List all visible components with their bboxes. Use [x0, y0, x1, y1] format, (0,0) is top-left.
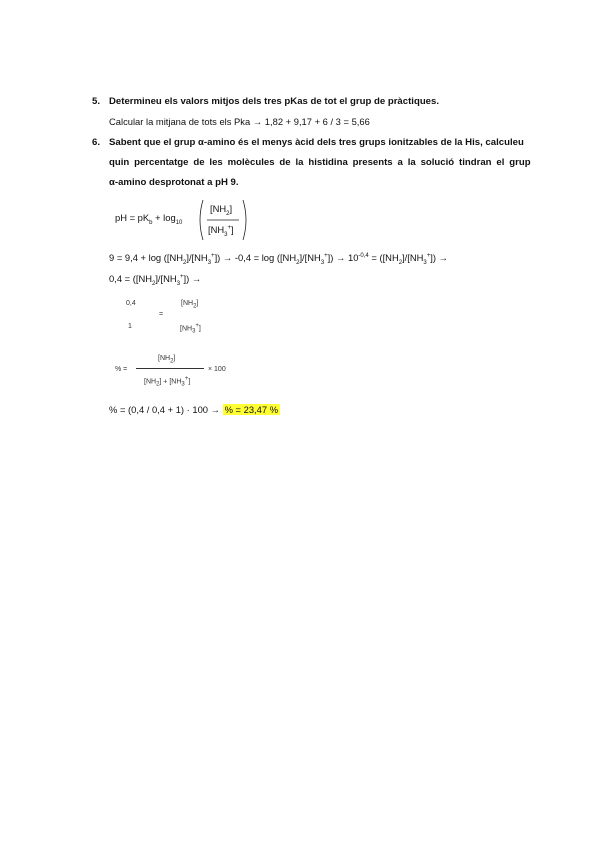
formula-denominator: $[NH_3^+]$ [208, 224, 234, 238]
formula-numerator: $[NH_2]$ [210, 203, 233, 217]
result-text: % = (0,4 / 0,4 + 1) · 100 → [109, 404, 220, 415]
formula-lhs: pH = $pK_b + \log_{10}$ [115, 212, 183, 226]
question-6-line-1: Sabent que el grup α-amino és el menys àcid dels tres grups ionitzables de la His, calculeu [109, 137, 524, 148]
question-5-answer: Calcular la mitjana de tots els Pka → 1,82 + 9,17 + 6 / 3 = 5,66 [109, 116, 370, 127]
ratio-left-bottom: 1 [128, 323, 132, 330]
ratio-right-top: $[NH_2]$ [181, 300, 199, 310]
ratio-equals: = [159, 311, 164, 318]
percent-formula-fraction-bar [136, 368, 204, 369]
question-5-number: 5. [92, 96, 101, 107]
ratio-left-top: 0,4 [126, 300, 136, 307]
calculation-line-2: $0,4 = ([NH_2]/[NH_3^+])$ → [109, 273, 202, 287]
percent-formula-denominator: $[NH_2] + [NH_3^+]$ [144, 376, 191, 388]
calculation-line-1: $9 = 9,4 + \log ([NH_2]/[NH_3^+]) \to -0,4 = \log ([NH_2]/[NH_3^+]) \to 10^{-0,4} = ([NH_2]/[NH_3^+])$ → [109, 252, 448, 266]
result-highlight: % = 23,47 % [224, 404, 279, 415]
ratio-right-bottom: $[NH_3^+]$ [180, 323, 201, 335]
percent-formula-times: × 100 [208, 366, 226, 373]
question-6-line-2: quin percentatge de les molècules de la histidina presents a la solució tindran el grup [109, 157, 531, 168]
percent-formula-numerator: $[NH_2]$ [158, 355, 176, 365]
result-line [109, 404, 280, 415]
percent-formula-lhs: % = [115, 366, 128, 373]
henderson-hasselbalch-formula [115, 198, 255, 242]
question-6-number: 6. [92, 137, 101, 148]
question-5-text: Determineu els valors mitjos dels tres pKas de tot el grup de pràctiques. [109, 96, 440, 107]
question-6-line-3: α-amino desprotonat a pH 9. [109, 177, 239, 188]
